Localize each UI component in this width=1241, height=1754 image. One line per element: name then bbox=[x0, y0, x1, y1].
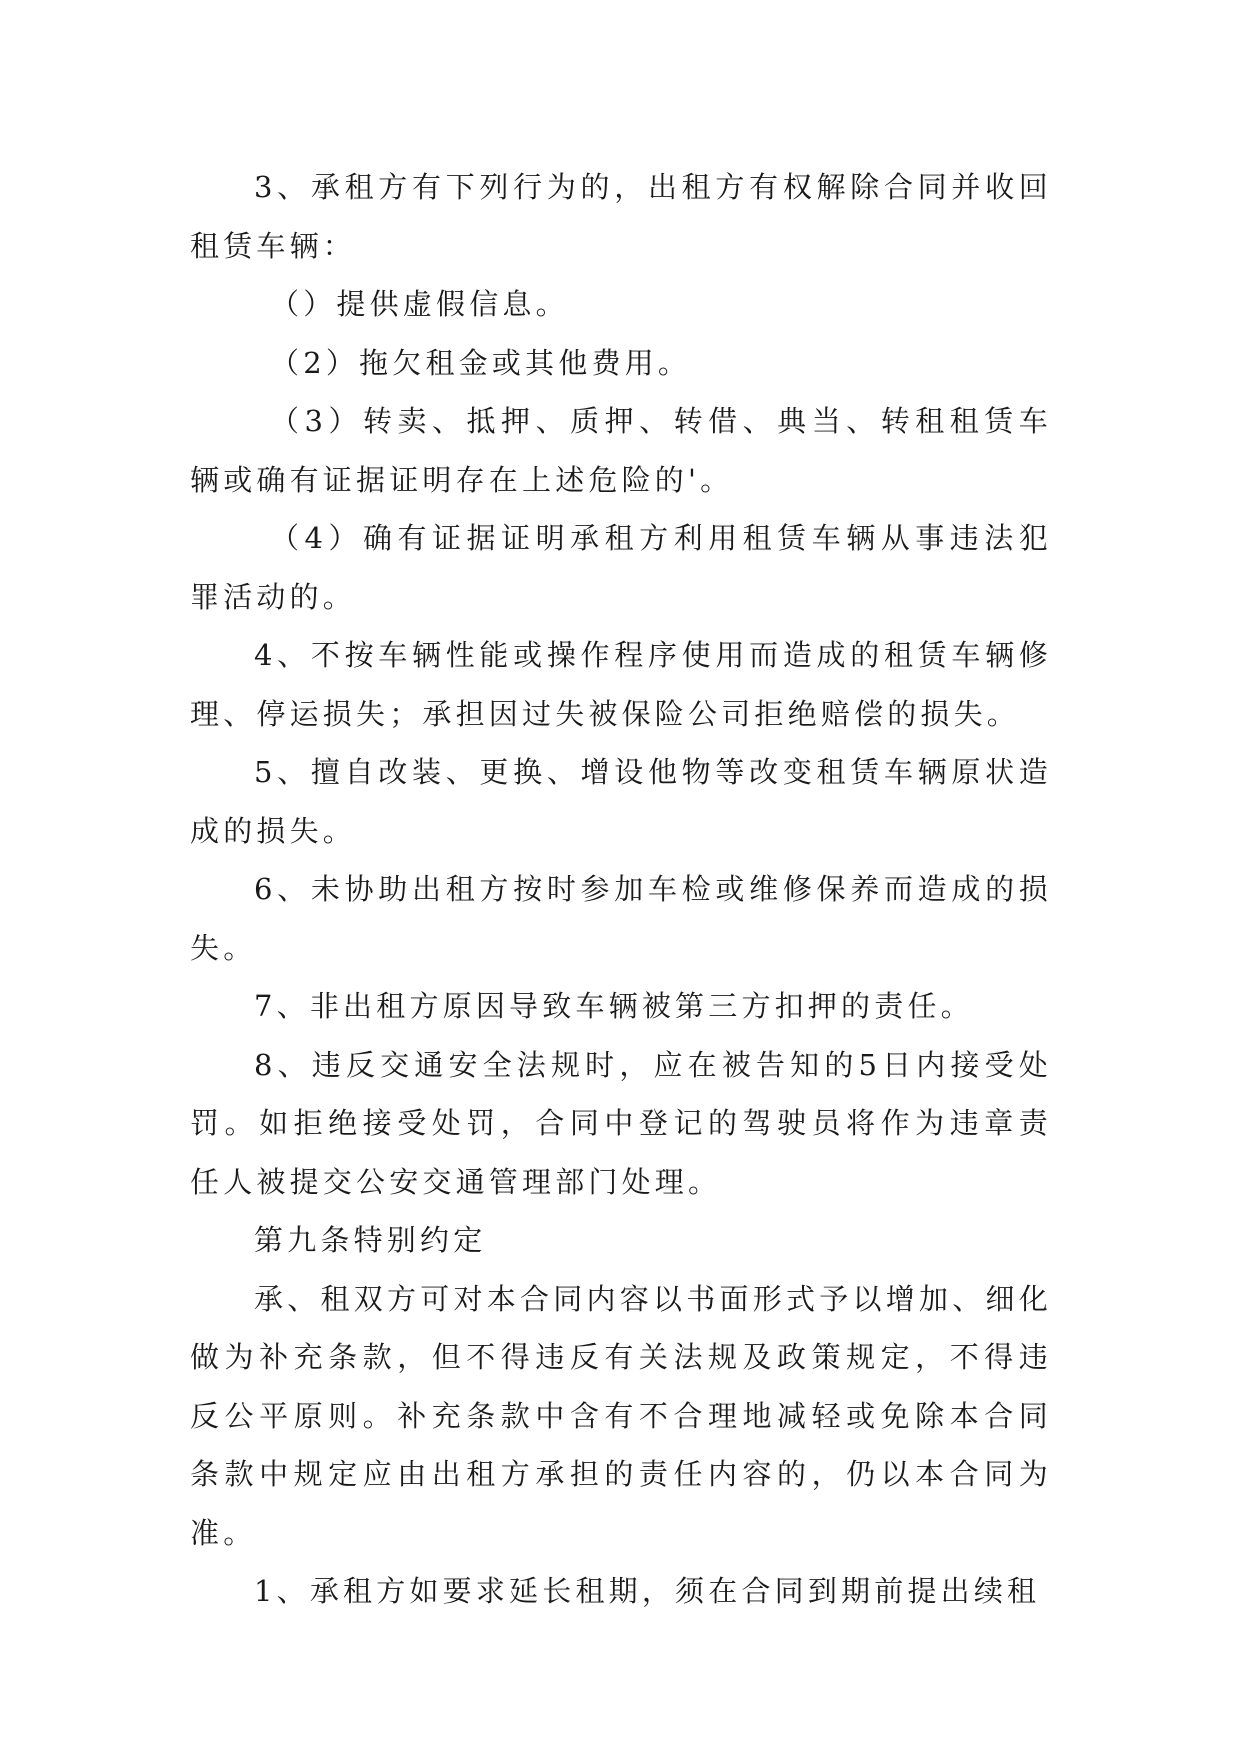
paragraph-renewal-clause-1: 1、承租方如要求延长租期，须在合同到期前提出续租 bbox=[254, 1574, 1041, 1608]
paragraph-clause-6: 6、未协助出租方按时参加车检或维修保养而造成的损失。 bbox=[190, 872, 1052, 965]
paragraph-item-3: （3）转卖、抵押、质押、转借、典当、转租租赁车辆或确有证据证明存在上述危险的'。 bbox=[190, 404, 1052, 497]
paragraph-clause-8: 8、违反交通安全法规时，应在被告知的5日内接受处罚。如拒绝接受处罚，合同中登记的驾驶员将作为违章责任人被提交公安交通管理部门处理。 bbox=[190, 1047, 1052, 1199]
paragraph-clause-5: 5、擅自改装、更换、增设他物等改变租赁车辆原状造成的损失。 bbox=[190, 755, 1052, 848]
paragraph-item-2: （2）拖欠租金或其他费用。 bbox=[270, 345, 692, 380]
paragraph-clause-7: 7、非出租方原因导致车辆被第三方扣押的责任。 bbox=[254, 989, 974, 1023]
document-body bbox=[190, 158, 1052, 1621]
section-heading-article-9: 第九条特别约定 bbox=[254, 1223, 487, 1257]
paragraph-clause-3: 3、承租方有下列行为的，出租方有权解除合同并收回租赁车辆： bbox=[190, 170, 1052, 263]
paragraph-clause-4: 4、不按车辆性能或操作程序使用而造成的租赁车辆修理、停运损失；承担因过失被保险公司拒绝赔偿的损失。 bbox=[190, 638, 1052, 731]
paragraph-special-agreement: 承、租双方可对本合同内容以书面形式予以增加、细化做为补充条款，但不得违反有关法规及政策规定，不得违反公平原则。补充条款中含有不合理地减轻或免除本合同条款中规定应由出租方承担的责任内容的，仍以本合同为准。 bbox=[190, 1281, 1052, 1550]
paragraph-item-4: （4）确有证据证明承租方利用租赁车辆从事违法犯罪活动的。 bbox=[190, 521, 1052, 614]
paragraph-item-1: （）提供虚假信息。 bbox=[270, 287, 569, 321]
